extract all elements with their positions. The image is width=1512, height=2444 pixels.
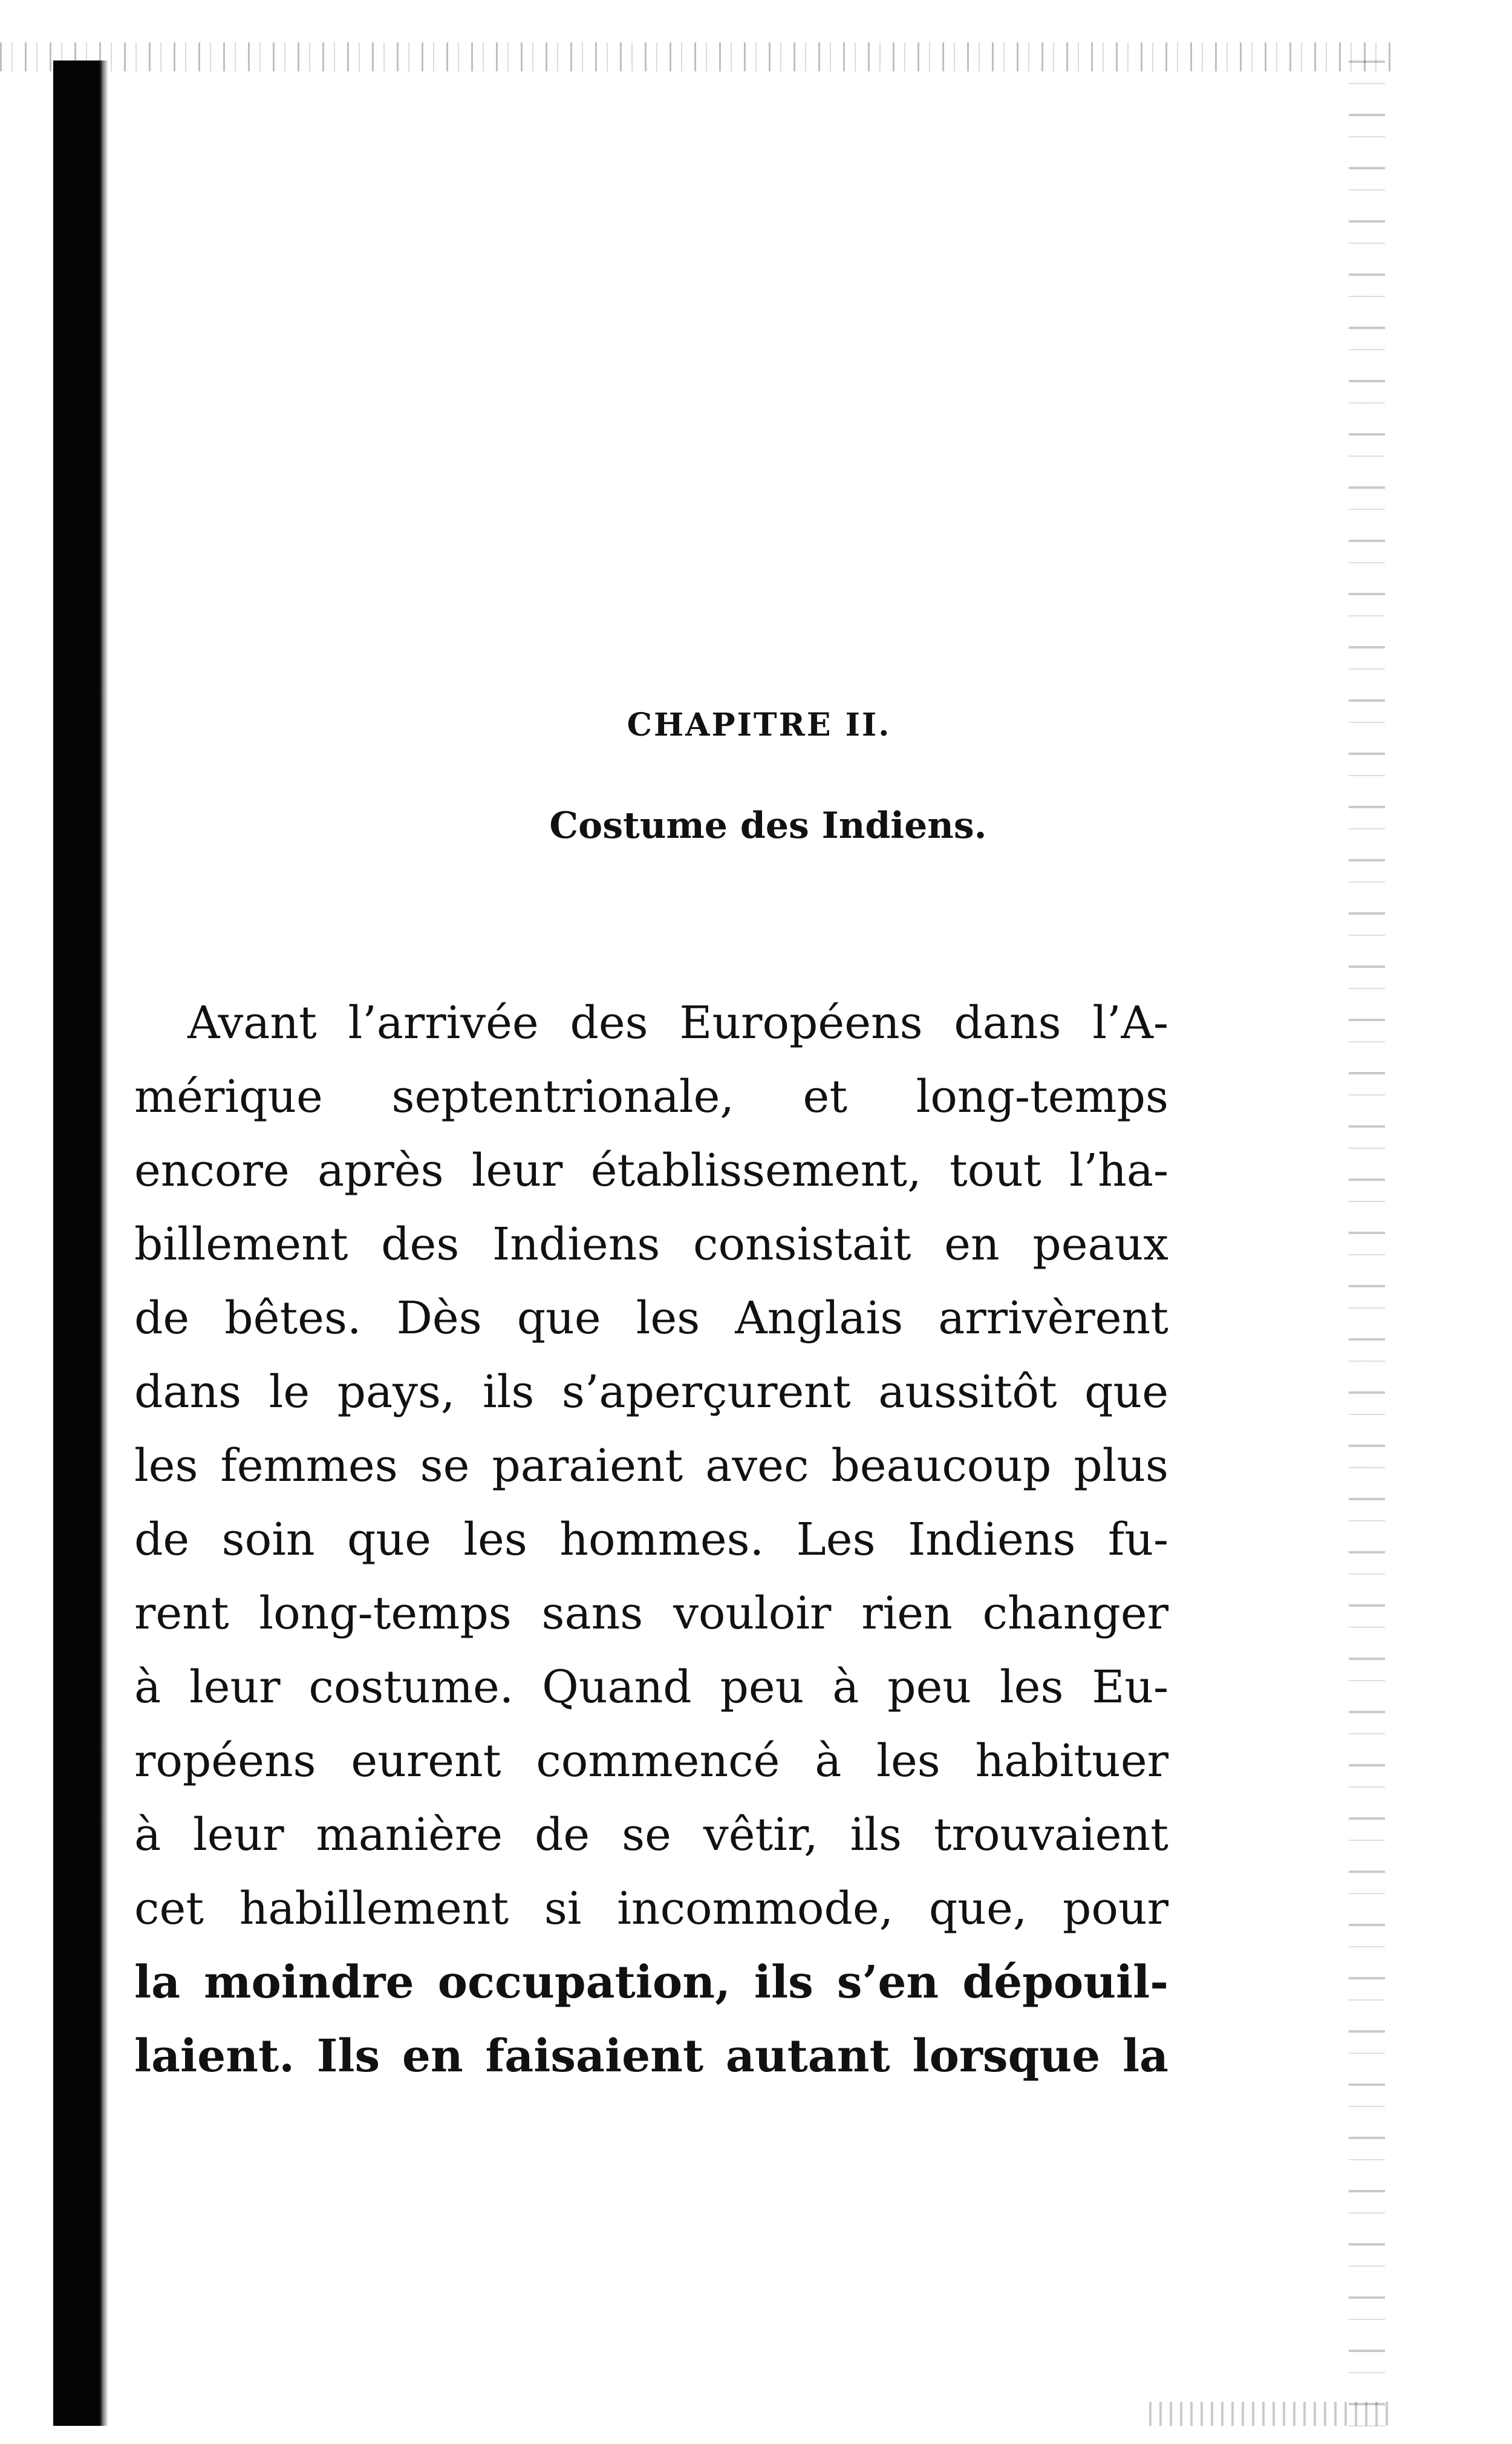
section-title: Costume des Indiens. [549, 805, 987, 847]
text-line: les femmes se paraient avec beaucoup plus [134, 1440, 1168, 1492]
scan-noise-right [1349, 60, 1385, 2444]
body-paragraph [134, 986, 1168, 2093]
text-line: laient. Ils en faisaient autant lorsque la [134, 2030, 1168, 2082]
binding-shadow [53, 60, 102, 2426]
text-line: dans le pays, ils s’aperçurent aussitôt que [134, 1366, 1168, 1418]
scan-noise-bottom [1149, 2402, 1391, 2426]
binding-edge [100, 60, 108, 2426]
text-line: rent long-temps sans vouloir rien changer [134, 1587, 1168, 1639]
scan-noise-top [0, 42, 1391, 71]
text-line: la moindre occupation, ils s’en dépouil- [134, 1956, 1168, 2008]
text-line: billement des Indiens consistait en peaux [134, 1218, 1168, 1270]
text-line: à leur manière de se vêtir, ils trouvaient [134, 1809, 1168, 1861]
text-line: de soin que les hommes. Les Indiens fu- [134, 1514, 1168, 1566]
text-line: encore après leur établissement, tout l’ha- [134, 1145, 1168, 1197]
text-line: à leur costume. Quand peu à peu les Eu- [134, 1661, 1168, 1713]
text-line: de bêtes. Dès que les Anglais arrivèrent [134, 1292, 1168, 1344]
text-line: ropéens eurent commencé à les habituer [134, 1735, 1168, 1787]
text-line: cet habillement si incommode, que, pour [134, 1883, 1168, 1935]
text-line: Avant l’arrivée des Européens dans l’A- [187, 997, 1168, 1049]
chapter-heading: CHAPITRE II. [627, 707, 891, 743]
text-line: mérique septentrionale, et long-temps [134, 1071, 1168, 1123]
